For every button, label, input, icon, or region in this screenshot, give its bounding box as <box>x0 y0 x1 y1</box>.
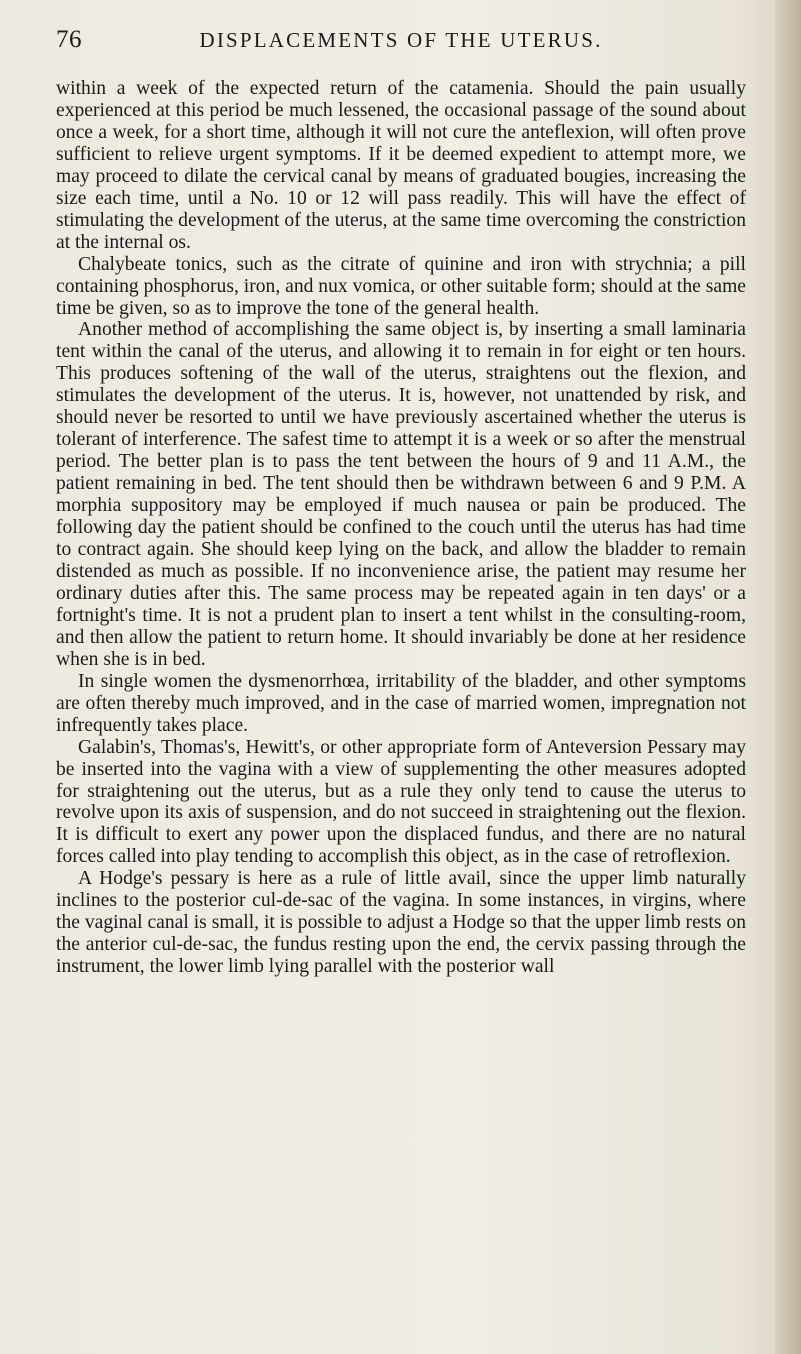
paragraph-continued: within a week of the expected return of the catamenia. Should the pain usually experienced at this period be much lessened, the occasional passage of the sound about once a week, for a short time, although it will not cure the anteflexion, will often prove sufficient to relieve urgent symptoms. If it be deemed expedient to attempt more, we may proceed to dilate the cervical canal by means of graduated bougies, increasing the size each time, until a No. 10 or 12 will pass readily. This will have the effect of stimulating the development of the uterus, at the same time overcoming the constriction at the internal os. <box>56 78 746 253</box>
body-text <box>56 78 746 978</box>
running-title: DISPLACEMENTS OF THE UTERUS. <box>199 28 603 52</box>
page-header <box>56 26 746 56</box>
page-number: 76 <box>56 26 82 53</box>
paragraph-chalybeate-tonics: Chalybeate tonics, such as the citrate of quinine and iron with strychnia; a pill containing phosphorus, iron, and nux vomica, or other suitable form; should at the same time be given, so as to improve the tone of the general health. <box>56 253 747 319</box>
paragraph-laminaria-tent: Another method of accomplishing the same object is, by inserting a small laminaria tent within the canal of the uterus, and allowing it to remain in for eight or ten hours. This produces softening of the wall of the uterus, straightens out the flexion, and stimulates the development of the uterus. It is, however, not unattended by risk, and should never be resorted to until we have previously ascertained whether the uterus is tolerant of interference. The safest time to attempt it is a week or so after the menstrual period. The better plan is to pass the tent between the hours of 9 and 11 A.M., the patient remaining in bed. The tent should then be withdrawn between 6 and 9 P.M. A morphia suppository may be employed if much nausea or pain be produced. The following day the patient should be confined to the couch until the uterus has had time to contract again. She should keep lying on the back, and allow the bladder to remain distended as much as possible. If no inconvenience arise, the patient may resume her ordinary duties after this. The same process may be repeated again in ten days' or a fortnight's time. It is not a prudent plan to insert a tent whilst in the consulting-room, and then allow the patient to return home. It should invariably be done at her residence when she is in bed. <box>56 319 746 670</box>
paragraph-single-women: In single women the dysmenorrhœa, irritability of the bladder, and other symptoms are often thereby much improved, and in the case of married women, impregnation not infrequently takes place. <box>56 670 746 736</box>
page-edge <box>775 0 801 1354</box>
paragraph-anteversion-pessary: Galabin's, Thomas's, Hewitt's, or other appropriate form of Anteversion Pessary may be inserted into the vagina with a view of supplementing the other measures adopted for straightening out the uterus, but as a rule they only tend to cause the uterus to revolve upon its axis of suspension, and do not succeed in straightening out the flexion. It is difficult to exert any power upon the displaced fundus, and there are no natural forces called into play tending to accomplish this object, as in the case of retroflexion. <box>56 736 746 868</box>
paragraph-hodge-pessary: A Hodge's pessary is here as a rule of little avail, since the upper limb naturally inclines to the posterior cul-de-sac of the vagina. In some instances, in virgins, where the vaginal canal is small, it is possible to adjust a Hodge so that the upper limb rests on the anterior cul-de-sac, the fundus resting upon the end, the cervix passing through the instrument, the lower limb lying parallel with the posterior wall <box>56 868 746 978</box>
